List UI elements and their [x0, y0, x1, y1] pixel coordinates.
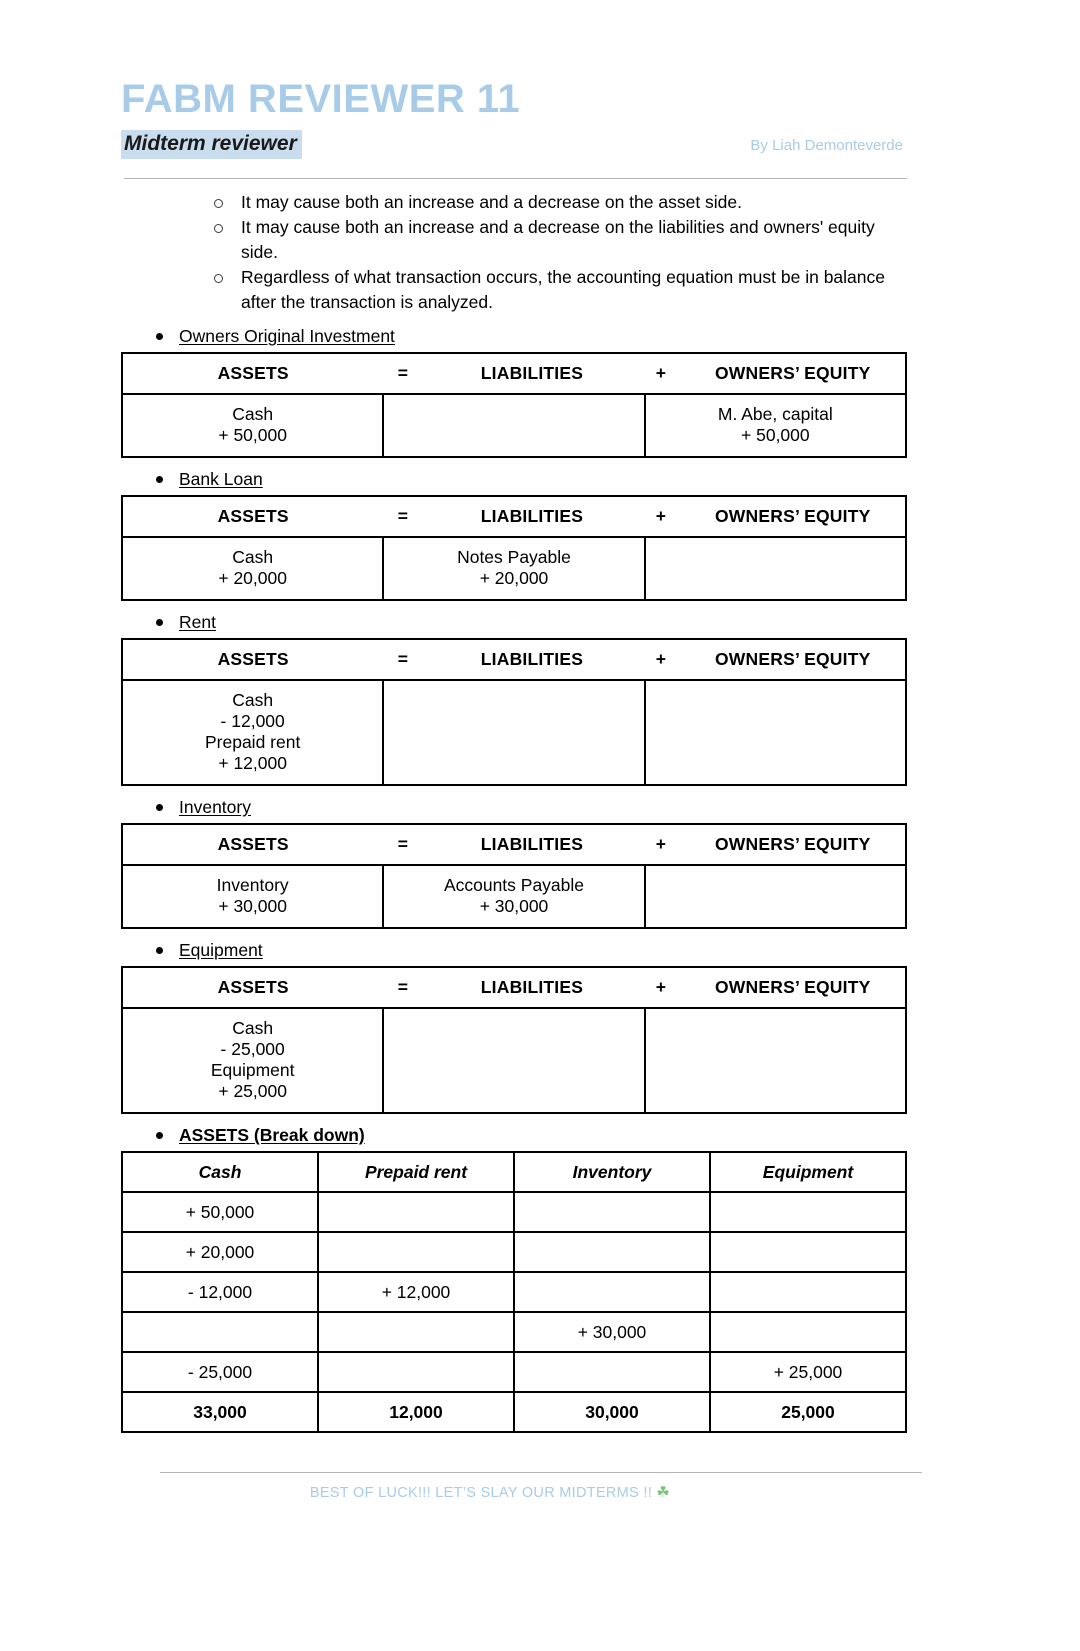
cell-line: + 50,000	[218, 425, 287, 445]
document-header	[121, 78, 911, 159]
list-item: It may cause both an increase and a decrease on the asset side.	[207, 190, 911, 215]
table-row	[122, 1192, 906, 1232]
cell-cash: - 12,000	[122, 1272, 318, 1312]
table-header-row	[122, 496, 906, 537]
header-liabilities: LIABILITIES	[480, 363, 584, 383]
table-header-row	[122, 1152, 906, 1192]
equation-header-cell	[122, 824, 906, 865]
cell-cash: + 20,000	[122, 1232, 318, 1272]
section-heading-label: Equipment	[179, 940, 263, 960]
table-row	[122, 1312, 906, 1352]
cell-line: - 25,000	[220, 1039, 285, 1059]
section-heading-label: Owners Original Investment	[179, 326, 395, 346]
table-row	[122, 1232, 906, 1272]
liabilities-cell	[383, 865, 644, 928]
equation-table-equipment	[121, 966, 907, 1114]
table-row	[122, 865, 906, 928]
section-heading-label: ASSETS (Break down)	[179, 1125, 365, 1145]
equation-header-cell	[122, 496, 906, 537]
assets-cell	[122, 680, 383, 785]
table-header-row	[122, 824, 906, 865]
cell-line: Cash	[232, 1018, 274, 1038]
header-liabilities: LIABILITIES	[480, 834, 584, 854]
cell-equipment: + 25,000	[710, 1352, 906, 1392]
cell-inventory	[514, 1352, 710, 1392]
cell-inventory	[514, 1192, 710, 1232]
cell-line: Cash	[232, 547, 274, 567]
equation-header-cell	[122, 639, 906, 680]
cell-line: Cash	[232, 404, 274, 424]
header-liabilities: LIABILITIES	[480, 506, 584, 526]
table-header-row	[122, 639, 906, 680]
section-heading-bank-loan	[121, 467, 911, 491]
section-heading-inventory	[121, 795, 911, 819]
plus-sign: +	[655, 649, 667, 669]
footer-message	[0, 1483, 1080, 1501]
list-item: It may cause both an increase and a decrease on the liabilities and owners' equity side.	[207, 215, 911, 265]
equals-sign: =	[397, 977, 409, 997]
header-owners-equity: OWNERS’ EQUITY	[715, 506, 871, 526]
cell-equipment	[710, 1312, 906, 1352]
header-assets: ASSETS	[217, 506, 289, 526]
equation-table-inventory	[121, 823, 907, 929]
cell-line: Prepaid rent	[204, 732, 301, 752]
footer-label: BEST OF LUCK!!! LET’S SLAY OUR MIDTERMS !!	[309, 1485, 653, 1501]
liabilities-cell	[383, 537, 644, 600]
table-header-row	[122, 353, 906, 394]
section-heading-assets-breakdown	[121, 1123, 911, 1147]
column-header-prepaid-rent: Prepaid rent	[318, 1152, 514, 1192]
cell-equipment	[710, 1272, 906, 1312]
cell-line: + 20,000	[479, 568, 549, 588]
liabilities-cell	[383, 394, 644, 457]
column-header-cash: Cash	[122, 1152, 318, 1192]
section-heading-owners-original-investment	[121, 324, 911, 348]
table-row	[122, 537, 906, 600]
plus-sign: +	[655, 977, 667, 997]
equals-sign: =	[397, 506, 409, 526]
cell-line: + 50,000	[741, 425, 810, 445]
section-heading-label: Inventory	[179, 797, 251, 817]
equals-sign: =	[397, 649, 409, 669]
assets-cell	[122, 537, 383, 600]
table-row	[122, 680, 906, 785]
owners-equity-cell	[645, 680, 906, 785]
cell-equipment	[710, 1232, 906, 1272]
header-divider	[124, 178, 907, 179]
cell-inventory	[514, 1272, 710, 1312]
clover-icon: ☘	[656, 1484, 671, 1501]
page-title: FABM REVIEWER 11	[121, 77, 521, 121]
owners-equity-cell	[645, 865, 906, 928]
header-assets: ASSETS	[217, 649, 289, 669]
total-inventory: 30,000	[514, 1392, 710, 1432]
assets-cell	[122, 865, 383, 928]
cell-cash: - 25,000	[122, 1352, 318, 1392]
cell-inventory: + 30,000	[514, 1312, 710, 1352]
cell-cash: + 50,000	[122, 1192, 318, 1232]
header-assets: ASSETS	[217, 977, 289, 997]
column-header-equipment: Equipment	[710, 1152, 906, 1192]
assets-cell	[122, 394, 383, 457]
footer-divider	[160, 1472, 922, 1473]
header-assets: ASSETS	[217, 834, 289, 854]
owners-equity-cell	[645, 394, 906, 457]
plus-sign: +	[655, 506, 667, 526]
table-row	[122, 1352, 906, 1392]
cell-line: + 20,000	[218, 568, 287, 588]
document-subtitle: Midterm reviewer	[121, 130, 302, 159]
header-assets: ASSETS	[217, 363, 289, 383]
subtitle-row	[121, 130, 911, 159]
header-liabilities: LIABILITIES	[480, 649, 584, 669]
author-byline: By Liah Demonteverde	[750, 137, 903, 154]
table-row-totals	[122, 1392, 906, 1432]
cell-line: Notes Payable	[457, 547, 571, 567]
cell-cash	[122, 1312, 318, 1352]
plus-sign: +	[655, 834, 667, 854]
table-row	[122, 394, 906, 457]
section-heading-label: Rent	[179, 612, 216, 632]
section-heading-label: Bank Loan	[179, 469, 263, 489]
cell-line: Equipment	[210, 1060, 295, 1080]
header-liabilities: LIABILITIES	[480, 977, 584, 997]
equals-sign: =	[397, 834, 409, 854]
section-heading-equipment	[121, 938, 911, 962]
cell-line: + 30,000	[218, 896, 287, 916]
section-heading-rent	[121, 610, 911, 634]
plus-sign: +	[655, 363, 667, 383]
list-item: Regardless of what transaction occurs, the accounting equation must be in balance after the transaction is analyzed.	[207, 265, 911, 315]
table-row	[122, 1008, 906, 1113]
equals-sign: =	[397, 363, 409, 383]
equation-table-rent	[121, 638, 907, 786]
table-header-row	[122, 967, 906, 1008]
total-prepaid-rent: 12,000	[318, 1392, 514, 1432]
equation-table-owners-original-investment	[121, 352, 907, 458]
header-owners-equity: OWNERS’ EQUITY	[715, 834, 871, 854]
cell-prepaid-rent	[318, 1192, 514, 1232]
cell-inventory	[514, 1232, 710, 1272]
intro-bullet-list	[121, 190, 911, 315]
header-owners-equity: OWNERS’ EQUITY	[715, 977, 871, 997]
liabilities-cell	[383, 680, 644, 785]
equation-table-bank-loan	[121, 495, 907, 601]
cell-equipment	[710, 1192, 906, 1232]
equation-header-cell	[122, 353, 906, 394]
cell-prepaid-rent	[318, 1352, 514, 1392]
total-cash: 33,000	[122, 1392, 318, 1432]
cell-line: + 25,000	[218, 1081, 287, 1101]
table-row	[122, 1272, 906, 1312]
owners-equity-cell	[645, 537, 906, 600]
cell-prepaid-rent: + 12,000	[318, 1272, 514, 1312]
cell-prepaid-rent	[318, 1312, 514, 1352]
cell-line: Cash	[232, 690, 274, 710]
assets-breakdown-table	[121, 1151, 907, 1433]
column-header-inventory: Inventory	[514, 1152, 710, 1192]
cell-line: + 30,000	[479, 896, 549, 916]
cell-line: - 12,000	[220, 711, 285, 731]
cell-prepaid-rent	[318, 1232, 514, 1272]
cell-line: M. Abe, capital	[717, 404, 833, 424]
header-owners-equity: OWNERS’ EQUITY	[715, 649, 871, 669]
equation-header-cell	[122, 967, 906, 1008]
cell-line: Inventory	[216, 875, 289, 895]
owners-equity-cell	[645, 1008, 906, 1113]
cell-line: Accounts Payable	[443, 875, 585, 895]
cell-line: + 12,000	[218, 753, 287, 773]
assets-cell	[122, 1008, 383, 1113]
liabilities-cell	[383, 1008, 644, 1113]
header-owners-equity: OWNERS’ EQUITY	[715, 363, 871, 383]
total-equipment: 25,000	[710, 1392, 906, 1432]
document-body	[121, 190, 911, 1433]
